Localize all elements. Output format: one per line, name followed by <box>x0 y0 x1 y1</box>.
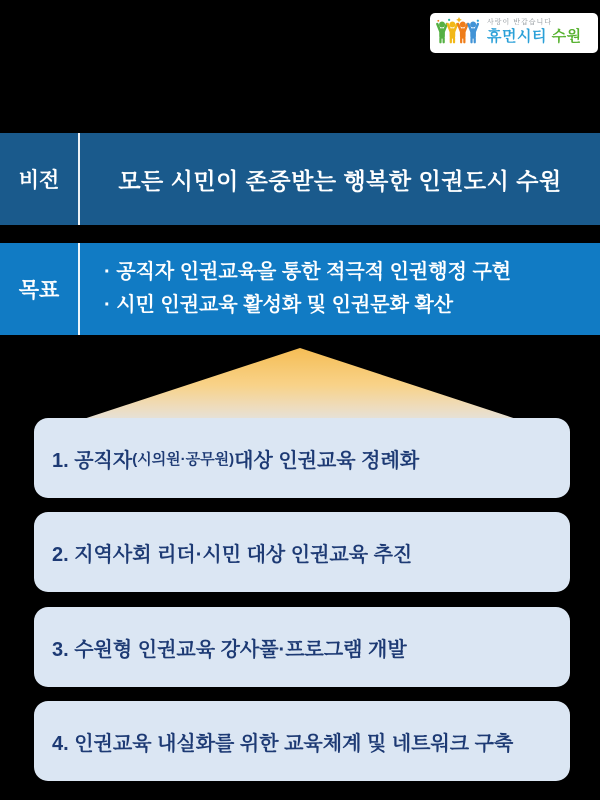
logo-text <box>487 19 582 47</box>
goal-item: · 공직자 인권교육을 통한 적극적 인권행정 구현 <box>104 261 512 283</box>
strategy-text: 1. 공직자 <box>52 449 133 472</box>
logo-brand <box>487 28 582 47</box>
strategy-box-3 <box>34 607 570 687</box>
humancity-suwon-logo <box>430 13 598 53</box>
logo-brand-primary: 휴먼시티 <box>487 28 547 45</box>
strategy-text: 대상 인권교육 정례화 <box>234 449 420 472</box>
humancity-figures-icon <box>435 17 483 49</box>
goals-list <box>80 243 600 335</box>
strategy-box-4 <box>34 701 570 781</box>
strategy-text-small: (시의원·공무원) <box>132 450 235 468</box>
strategy-text: 2. 지역사회 리더·시민 대상 인권교육 추진 <box>52 543 413 566</box>
strategy-text: 4. 인권교육 내실화를 위한 교육체계 및 네트워크 구축 <box>52 732 514 755</box>
goals-label: 목표 <box>18 279 60 302</box>
strategy-box-1 <box>34 418 570 498</box>
goal-item: · 시민 인권교육 활성화 및 인권문화 확산 <box>104 294 454 316</box>
logo-tagline: 사랑이 반갑습니다 <box>487 19 553 27</box>
vision-title: 모든 시민이 존중받는 행복한 인권도시 수원 <box>118 167 562 194</box>
vision-banner <box>0 133 600 225</box>
goals-banner <box>0 243 600 335</box>
strategy-text: 3. 수원형 인권교육 강사풀·프로그램 개발 <box>52 638 407 661</box>
logo-brand-secondary: 수원 <box>551 28 582 45</box>
strategy-box-2 <box>34 512 570 592</box>
vision-label: 비전 <box>18 169 60 192</box>
